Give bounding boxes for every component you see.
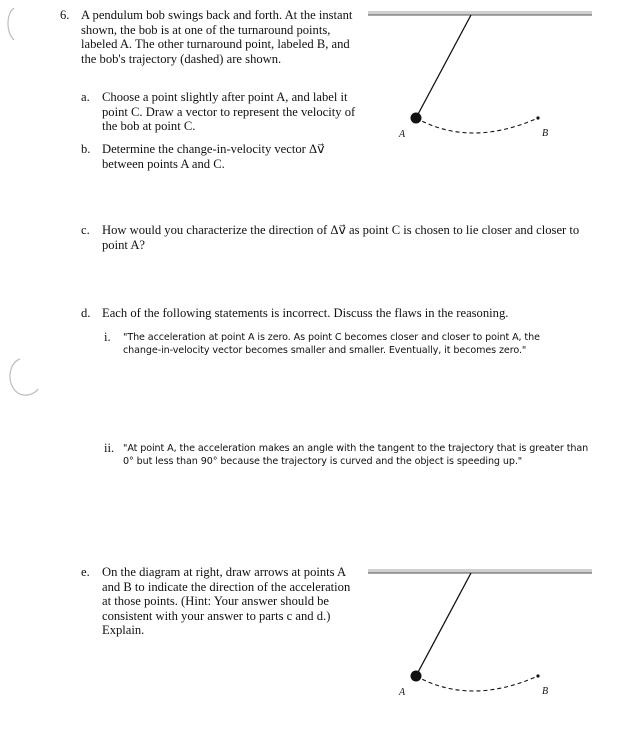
pendulum-string-2 [416,573,471,676]
point-a-label-bottom: A [399,687,406,698]
point-b-label-top: B [542,128,549,139]
pendulum-bob-2 [411,671,422,682]
point-b-dot-2 [536,674,539,677]
binder-mark-top [4,6,18,42]
part-e-letter: e. [81,565,90,579]
point-b-dot [536,116,539,119]
pendulum-diagram-bottom [360,564,600,704]
part-d-letter: d. [81,306,91,320]
problem-intro: A pendulum bob swings back and forth. At the instant shown, the bob is at one of the turnaround points, labeled A. The other turnaround point, labeled B, and the bob's trajectory (dashed) are shown. [81,8,353,66]
part-b-text: Determine the change-in-velocity vector Δv⃗ between points A and C. [102,142,325,171]
pendulum-bob [411,113,422,124]
binder-mark-middle [2,355,42,400]
part-d-text: Each of the following statements is incorrect. Discuss the flaws in the reasoning. [102,306,509,320]
part-a-letter: a. [81,90,90,104]
point-b-label-bottom: B [542,686,549,697]
pendulum-diagram-top [360,6,600,146]
point-a-label-top: A [399,129,406,140]
trajectory-dashed [416,118,538,133]
statement-i-label: i. [104,330,111,344]
statement-i-text: "The acceleration at point A is zero. As point C becomes closer and closer to point A, the change-in-velocity vector becomes smaller and smaller. Eventually, it becomes zero." [123,332,540,356]
problem-number: 6. [60,8,70,22]
trajectory-dashed-2 [416,676,538,691]
statement-ii-text: "At point A, the acceleration makes an angle with the tangent to the trajectory that is greater than 0° but less than 90° because the trajectory is curved and the object is speeding up." [123,443,589,467]
statement-ii-label: ii. [104,441,115,455]
pendulum-string [416,15,471,118]
part-e-text: On the diagram at right, draw arrows at points A and B to indicate the direction of the acceleration at those points. (Hint: Your answer should be consistent with your answer to parts c and d.) Explain. [102,565,351,637]
part-b-letter: b. [81,142,91,156]
part-a-text: Choose a point slightly after point A, and label it point C. Draw a vector to represent the velocity of the bob at point C. [102,90,356,133]
ceiling-support [368,11,592,15]
part-c-letter: c. [81,223,90,237]
ceiling-support-2 [368,569,592,573]
part-c-text: How would you characterize the direction of Δv⃗ as point C is chosen to lie closer and closer to point A? [102,223,580,252]
